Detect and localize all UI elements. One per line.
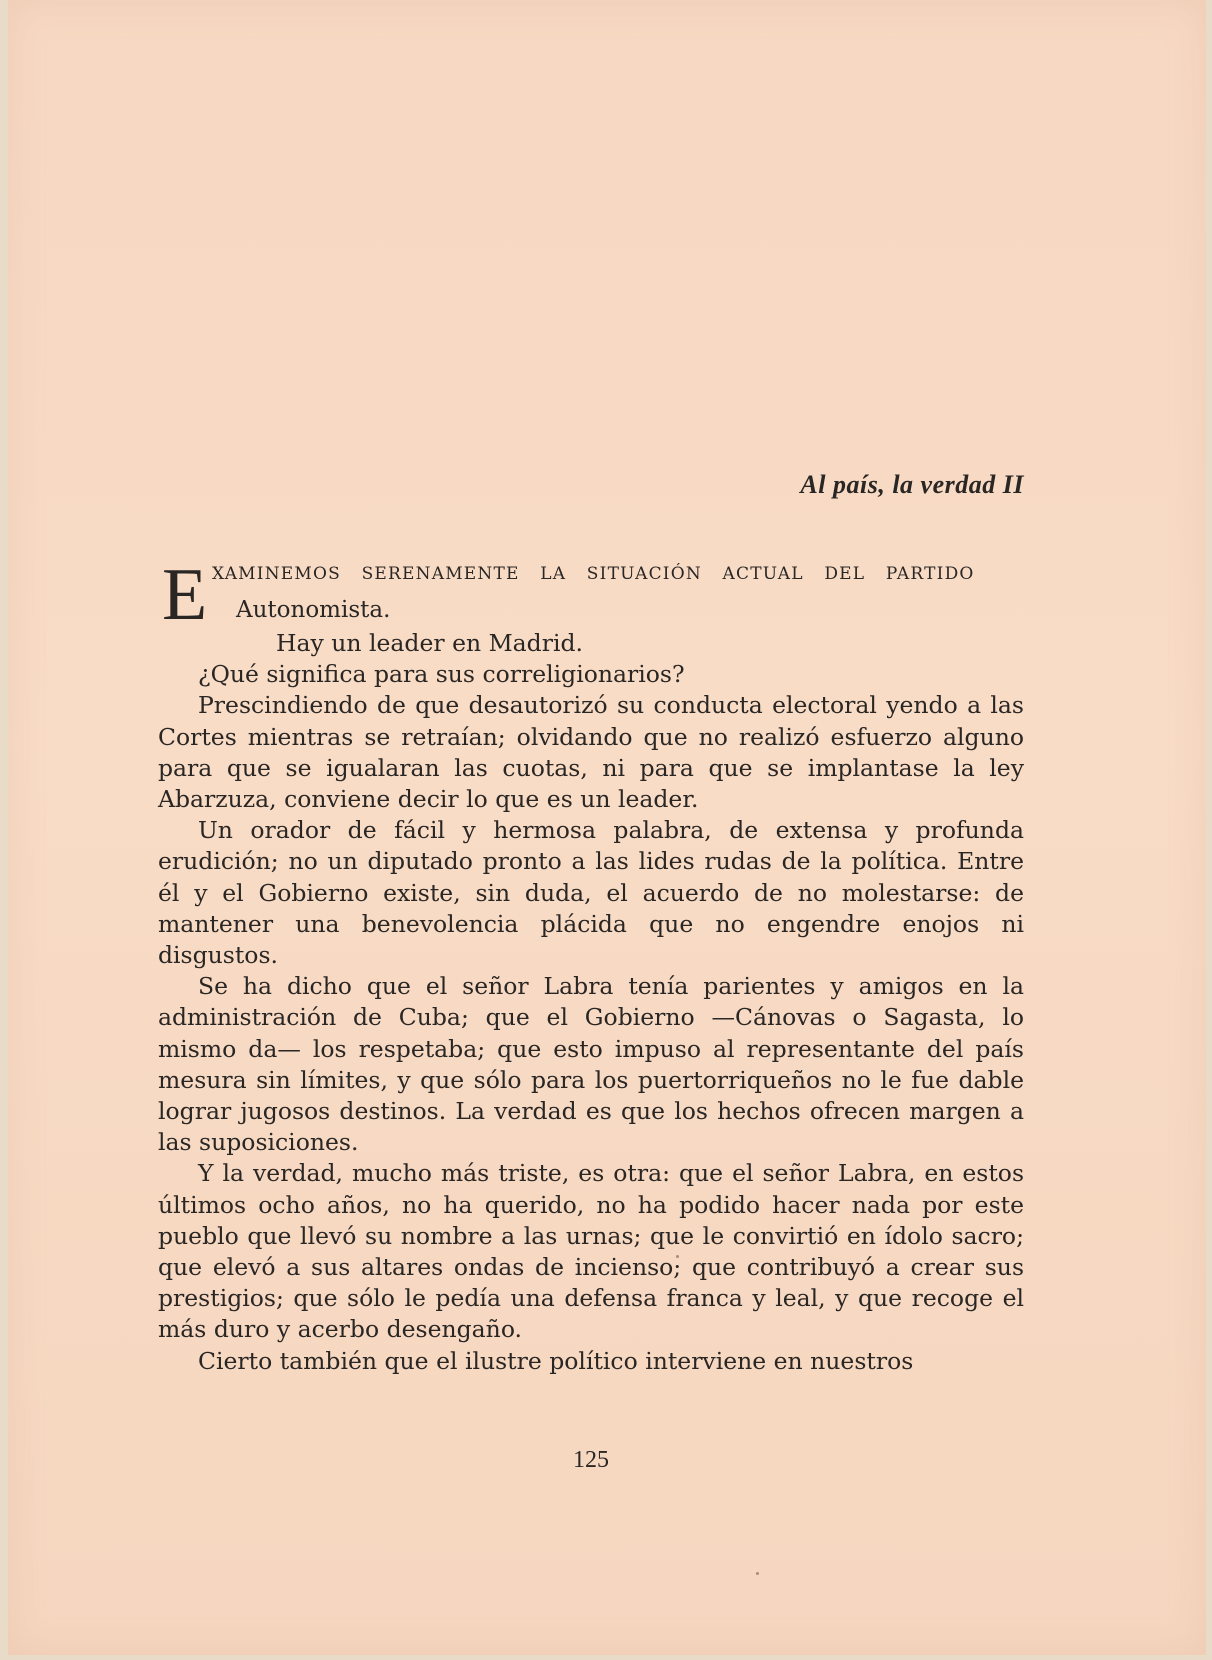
paragraph: Hay un leader en Madrid. — [276, 629, 583, 657]
lead-smallcaps: XAMINEMOS SERENAMENTE LA SITUACIÓN ACTUAL DEL PARTIDO — [212, 564, 975, 584]
paragraph: Y la verdad, mucho más triste, es otra: que el señor Labra, en estos últimos ocho años, no ha querido, no ha podido hacer nada por este pueblo que llevó su nombre a las urnas; que le convirtió en ídolo sacro; que elevó a sus altares ondas de incienso; que contribuyó a crear sus prestigios; que sólo le pedía una defensa franca y leal, y que recoge el más duro y acerbo desengaño. — [158, 1159, 1024, 1344]
paragraph: ¿Qué significa para sus correligionarios? — [198, 660, 685, 689]
lead-rest: Autonomista. — [236, 597, 391, 623]
book-page — [8, 0, 1206, 1655]
page-number: 125 — [573, 1447, 609, 1473]
drop-cap: E — [162, 554, 208, 636]
body-text — [158, 628, 1024, 1377]
paragraph: Se ha dicho que el señor Labra tenía parientes y amigos en la administración de Cuba; que el Gobierno —Cánovas o Sagasta, lo mismo da— los respetaba; que esto impuso al representante del país mesura sin límites, y que sólo para los puertorriqueños no le fue dable lograr jugosos destinos. La verdad es que los hechos ofrecen margen a las suposiciones. — [158, 972, 1024, 1157]
paragraph: Un orador de fácil y hermosa palabra, de extensa y profunda erudición; no un diputado pronto a las lides rudas de la política. Entre él y el Gobierno existe, sin duda, el acuerdo de no molestarse: de mantener una benevolencia plácida que no engendre enojos ni disgustos. — [158, 816, 1024, 970]
chapter-title: Al país, la verdad II — [800, 470, 1024, 499]
paper-speck — [756, 1572, 759, 1575]
paragraph: Cierto también que el ilustre político interviene en nuestros — [198, 1346, 914, 1375]
paragraph: Prescindiendo de que desautorizó su conducta electoral yendo a las Cortes mientras se retraían; olvidando que no realizó esfuerzo alguno para que se igualaran las cuotas, ni para que se implantase la ley Abarzuza, conviene decir lo que es un leader. — [158, 691, 1024, 814]
